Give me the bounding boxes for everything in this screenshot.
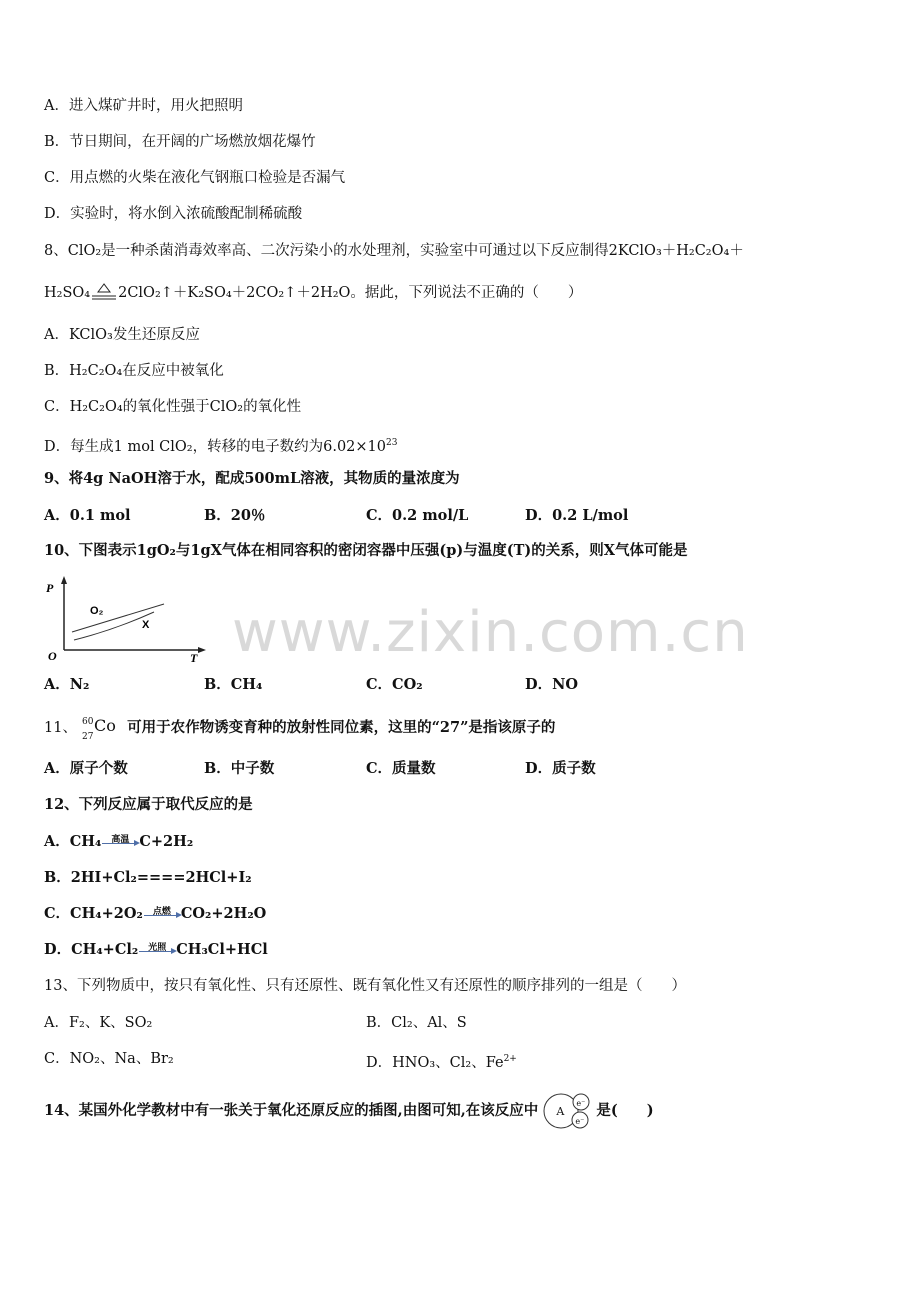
condition-arrow-icon: 点燃 xyxy=(143,904,181,924)
q11-option-a: A．原子个数 xyxy=(44,760,128,777)
q13-stem: 13、下列物质中，按只有氧化性、只有还原性、既有氧化性又有还原性的顺序排列的一组是（ ） xyxy=(44,978,686,994)
atom-label: A xyxy=(556,1105,565,1118)
atom-electron-diagram xyxy=(543,1092,591,1130)
q8-stem-line1: 8、ClO₂是一种杀菌消毒效率高、二次污染小的水处理剂，实验室中可通过以下反应制得2KClO₃＋H₂C₂O₄＋ xyxy=(44,243,744,259)
q8-option-a: A．KClO₃发生还原反应 xyxy=(44,327,200,343)
q7-option-b: B．节日期间，在开阔的广场燃放烟花爆竹 xyxy=(44,134,316,150)
curve-label-o2: O₂ xyxy=(90,605,104,617)
q7-option-a: A．进入煤矿井时，用火把照明 xyxy=(44,98,243,114)
q11-option-d: D．质子数 xyxy=(525,760,596,777)
q10-option-a: A．N₂ xyxy=(44,676,90,693)
atomic-number: 27 xyxy=(82,732,94,742)
q9-option-c: C．0.2 mol/L xyxy=(366,507,469,524)
q10-option-d: D．NO xyxy=(525,676,578,693)
q8-stem-line2 xyxy=(44,283,582,303)
electron-label: e⁻ xyxy=(575,1117,585,1126)
curve-label-x: X xyxy=(142,619,150,631)
q12-option-c: C．CH₄+2O₂ 点燃 CO₂+2H₂O xyxy=(44,905,267,922)
q8-option-d: D．每生成1 mol ClO₂，转移的电子数约为$6.02\times 10^{23}$ xyxy=(44,438,398,455)
q8-reactant: H₂SO₄ xyxy=(44,285,91,301)
q10-option-c: C．CO₂ xyxy=(366,676,423,693)
q7-option-c: C．用点燃的火柴在液化气钢瓶口检验是否漏气 xyxy=(44,170,346,186)
exponent: 23 xyxy=(386,438,398,448)
q13-option-c: C．NO₂、Na、Br₂ xyxy=(44,1051,174,1067)
watermark: www.zixin.com.cn xyxy=(232,600,749,665)
q11-option-b: B．中子数 xyxy=(204,760,275,777)
q9-option-d: D．0.2 L/mol xyxy=(525,507,629,524)
curve-o2 xyxy=(72,604,164,632)
mass-number: 60 xyxy=(82,717,94,727)
x-axis-arrow-icon xyxy=(198,647,206,653)
q9-option-b: B．20％ xyxy=(204,507,266,524)
q12-option-b: B．2HI+Cl₂====2HCl+I₂ xyxy=(44,869,252,886)
electron-label: e⁻ xyxy=(576,1099,586,1108)
q13-option-b: B．Cl₂、Al、S xyxy=(366,1015,467,1031)
q12-option-d: D．CH₄+Cl₂ 光照 CH₃Cl+HCl xyxy=(44,941,268,958)
condition-arrow-icon: 高温 xyxy=(101,832,139,852)
heat-condition-icon xyxy=(90,283,118,303)
q11-number: 11、 xyxy=(44,720,77,736)
q14-text: 14、某国外化学教材中有一张关于氧化还原反应的插图,由图可知,在该反应中 xyxy=(44,1102,539,1119)
q14-stem xyxy=(44,1092,654,1130)
q11-option-c: C．质量数 xyxy=(366,760,436,777)
q8-option-b: B．H₂C₂O₄在反应中被氧化 xyxy=(44,363,224,379)
q10-stem: 10、下图表示1gO₂与1gX气体在相同容积的密闭容器中压强(p)与温度(T)的关系，则X气体可能是 xyxy=(44,542,688,559)
q13-option-d: D．HNO₃、Cl₂、$Fe^{2+}$ xyxy=(366,1054,517,1071)
q8-option-c: C．H₂C₂O₄的氧化性强于ClO₂的氧化性 xyxy=(44,399,302,415)
y-axis-arrow-icon xyxy=(61,576,67,584)
ion-charge: 2+ xyxy=(503,1054,517,1064)
q11-text: 可用于农作物诱变育种的放射性同位素，这里的“27”是指该原子的 xyxy=(127,719,556,736)
q9-stem: 9、将4g NaOH溶于水，配成500mL溶液，其物质的量浓度为 xyxy=(44,470,460,487)
q12-stem: 12、下列反应属于取代反应的是 xyxy=(44,796,253,813)
origin-label: O xyxy=(48,649,57,663)
condition-arrow-icon: 光照 xyxy=(138,940,176,960)
q10-option-b: B．CH₄ xyxy=(204,676,263,693)
element-symbol: Co xyxy=(94,716,116,735)
x-axis-label: T xyxy=(190,651,198,664)
q9-option-a: A．0.1 mol xyxy=(44,507,131,524)
q11-stem xyxy=(44,716,556,742)
q8-products: 2ClO₂↑＋K₂SO₄＋2CO₂↑＋2H₂O。据此，下列说法不正确的（ ） xyxy=(118,285,583,301)
q12-option-a: A．CH₄ 高温 C+2H₂ xyxy=(44,833,194,850)
q14-tail: 是( ) xyxy=(596,1102,654,1119)
nuclide-notation xyxy=(82,716,122,742)
y-axis-label: P xyxy=(46,581,54,595)
pressure-temperature-graph xyxy=(42,572,212,664)
q13-option-a: A．F₂、K、SO₂ xyxy=(44,1015,153,1031)
q7-option-d: D．实验时，将水倒入浓硫酸配制稀硫酸 xyxy=(44,206,303,222)
